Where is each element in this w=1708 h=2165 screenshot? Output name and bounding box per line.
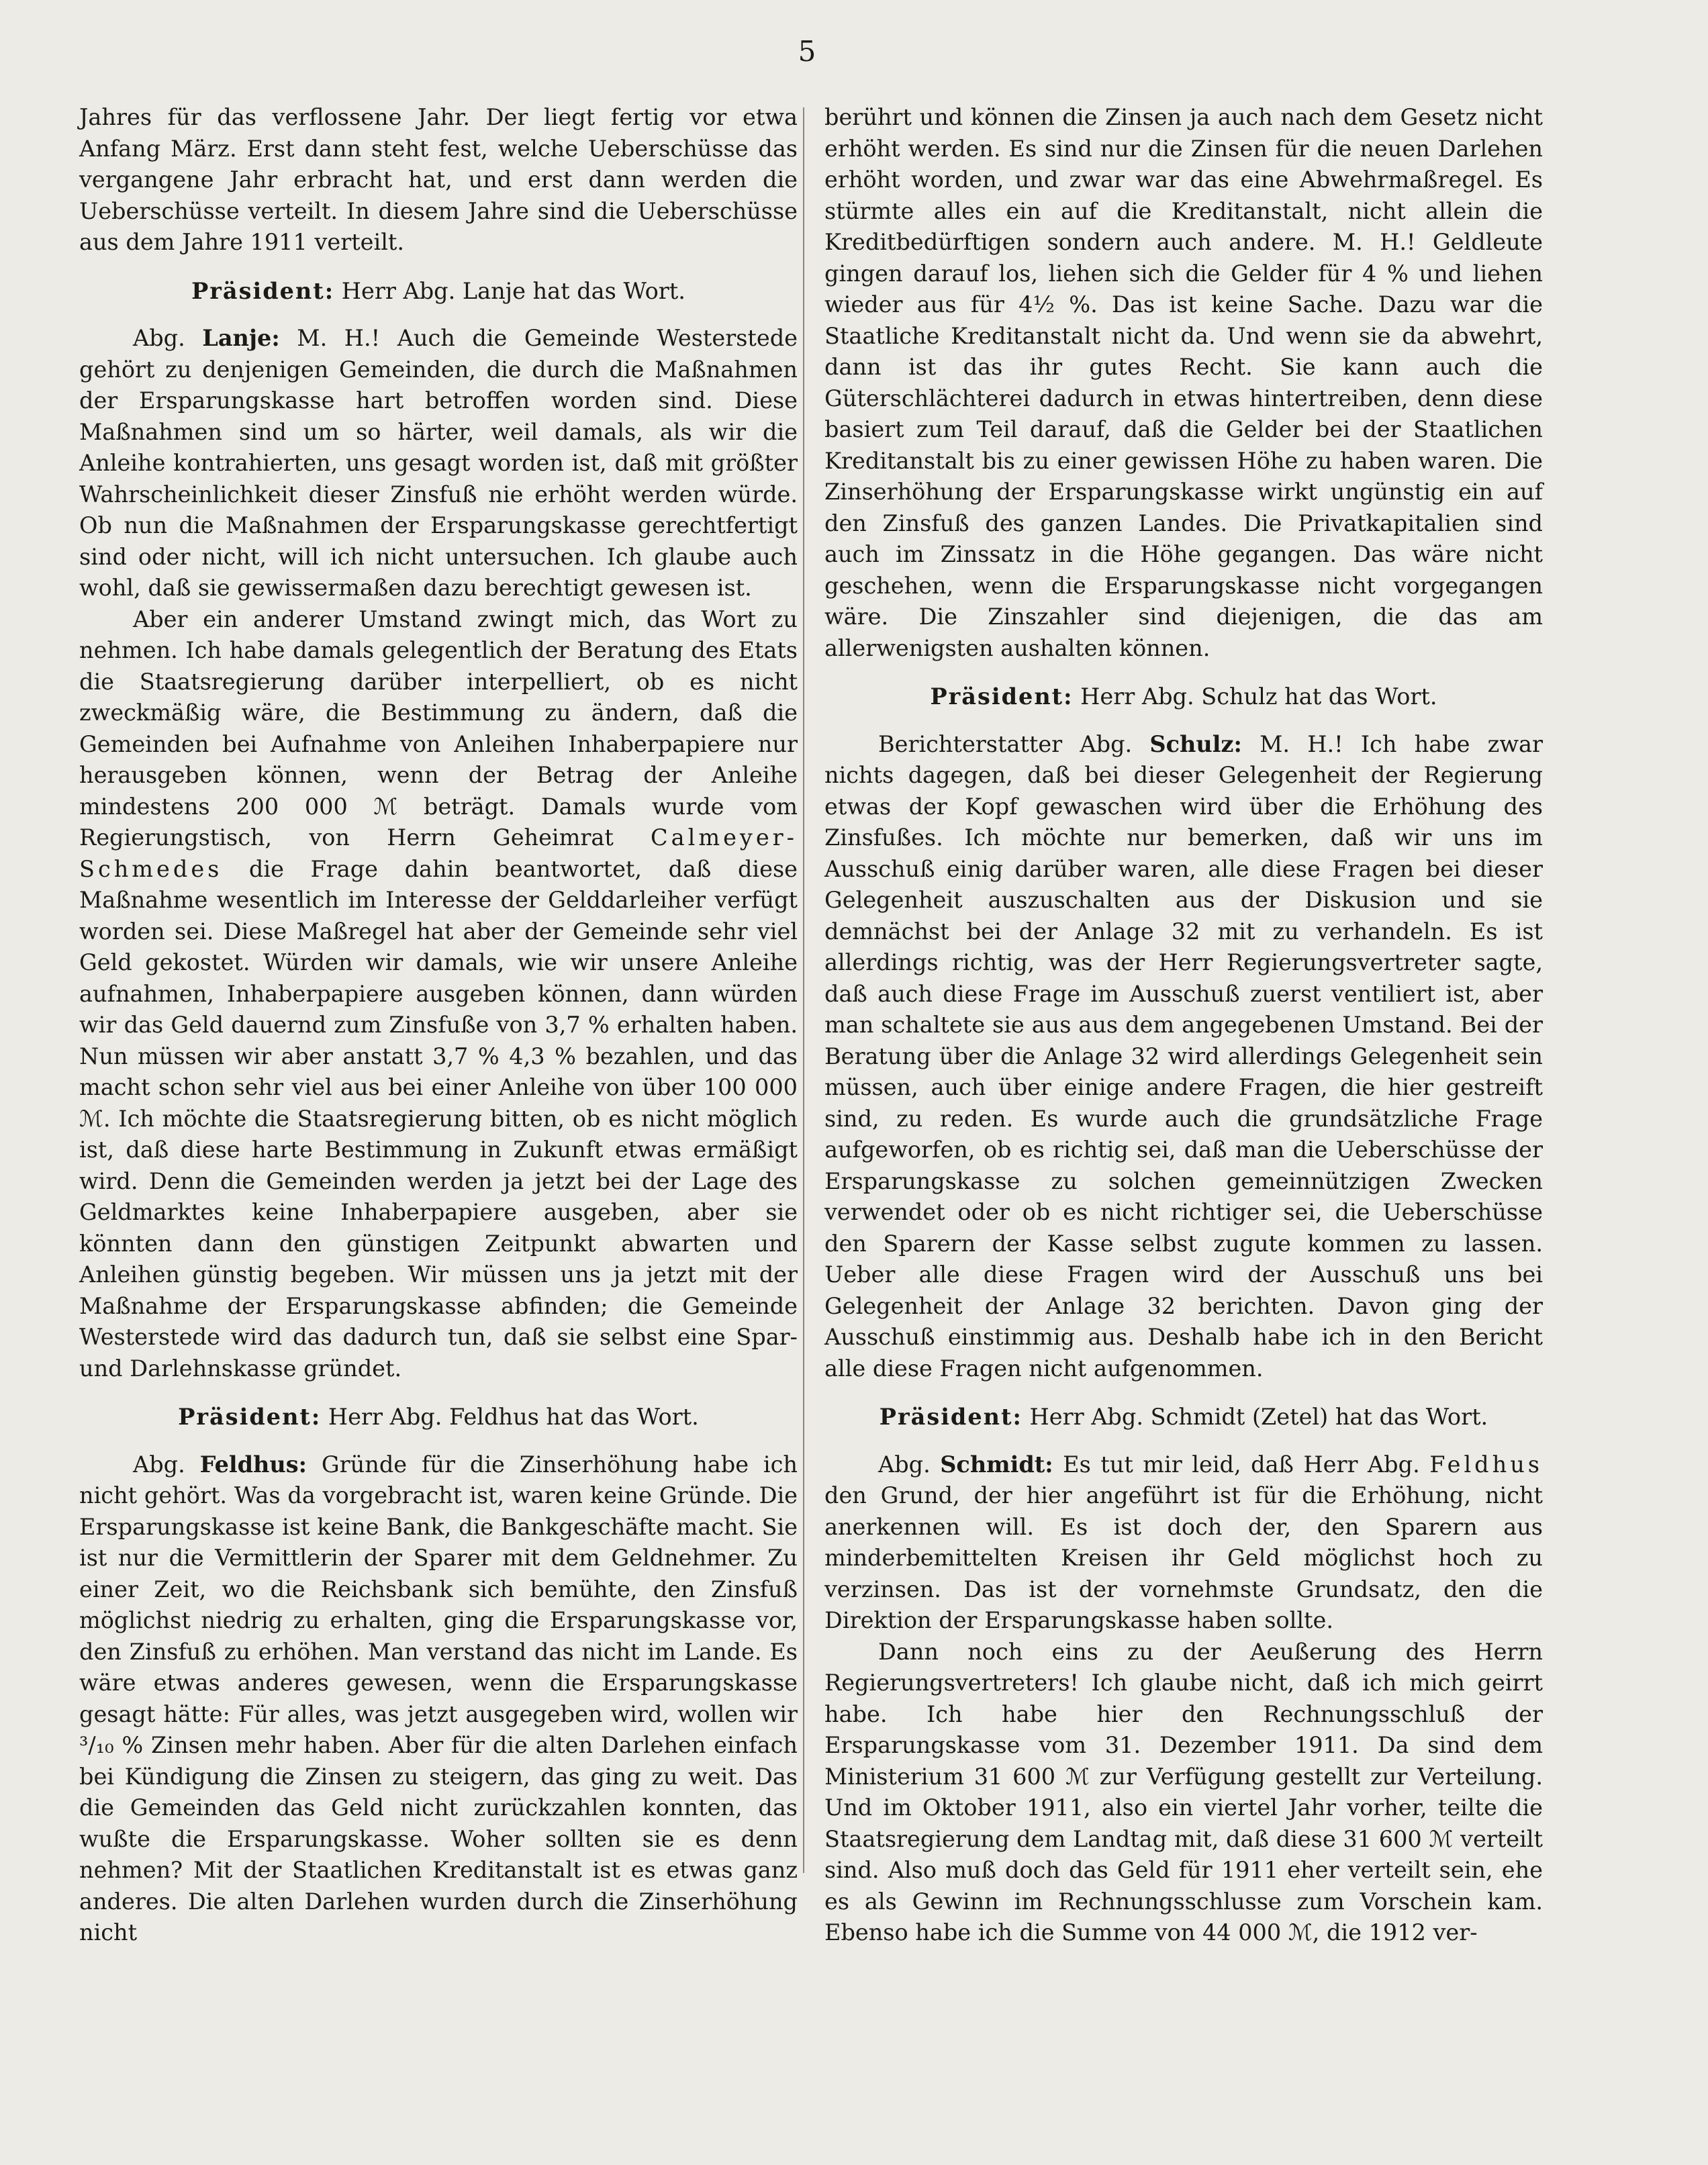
speaker-line (824, 681, 1543, 713)
speaker-name: Schulz: (1149, 730, 1242, 757)
speech-prefix: Abg. (133, 325, 203, 351)
paragraph (79, 323, 798, 604)
left-column (79, 102, 798, 1949)
speech-text: M. H.! Ich habe zwar nichts dagegen, daß bei dieser Gelegenheit der Regierung etwas der Kopf gewaschen wird über die Erhöhung des Zinsfußes. Ich möchte nur bemerken, daß wir uns im Ausschuß einig darüber waren, alle diese Fragen bei dieser Gelegenheit auszuschalten aus der Diskusion und sie demnächst bei der Anlage 32 mit zu verhandeln. Es ist allerdings richtig, was der Herr Regierungsvertreter sagte, daß auch diese Frage im Ausschuß zuerst ventiliert ist, aber man schaltete sie aus aus dem angegebenen Umstand. Bei der Beratung über die Anlage 32 wird allerdings Gelegenheit sein müssen, auch über einige andere Fragen, die hier gestreift sind, zu reden. Es wurde auch die grundsätzliche Frage aufgeworfen, ob es richtig sei, daß man die Ueberschüsse der Ersparungskasse zu solchen gemeinnützigen Zwecken verwendet oder ob es nicht richtiger sei, die Ueberschüsse den Sparern der Kasse selbst zugute kommen zu lassen. Ueber alle diese Fragen wird der Ausschuß uns bei Gelegenheit der Anlage 32 berichten. Davon ging der Ausschuß einstimmig aus. Deshalb habe ich in den Bericht alle diese Fragen nicht aufgenommen. (824, 730, 1543, 1382)
speaker-text: Herr Abg. Lanje hat das Wort. (334, 277, 685, 304)
speaker-line (79, 276, 798, 307)
speech-text: die Frage dahin beantwortet, daß diese Maßnahme wesentlich im Interesse der Gelddarleiher verfügt worden sei. Diese Maßregel hat aber der Gemeinde sehr viel Geld gekostet. Würden wir damals, wie wir unsere Anleihe aufnahmen, Inhaberpapiere ausgeben können, dann würden wir das Geld dauernd zum Zinsfuße von 3,7 % erhalten haben. Nun müssen wir aber anstatt 3,7 % 4,3 % bezahlen, und das macht schon sehr viel aus bei einer Anleihe von über 100 000 ℳ. Ich möchte die Staatsregierung bitten, ob es nicht möglich ist, daß diese harte Bestimmung in Zukunft etwas ermäßigt wird. Denn die Gemeinden werden ja jetzt bei der Lage des Geldmarktes keine Inhaberpapiere ausgeben, aber sie könnten dann den günstigen Zeitpunkt abwarten und Anleihen günstig begeben. Wir müssen uns ja jetzt mit der Maßnahme der Ersparungskasse abfinden; die Gemeinde Westerstede wird das dadurch tun, daß sie selbst eine Spar- und Darlehnskasse gründet. (79, 855, 798, 1382)
paragraph (824, 729, 1543, 1385)
speaker-name: Lanje: (202, 325, 280, 351)
speaker-name: Schmidt: (940, 1451, 1053, 1478)
paragraph (79, 604, 798, 1385)
speech-prefix: Berichterstatter Abg. (878, 730, 1150, 757)
speaker-text: Herr Abg. Schulz hat das Wort. (1073, 683, 1437, 710)
speaker-line (79, 1402, 798, 1433)
speaker-label: Präsident: (178, 1404, 322, 1430)
paragraph: Jahres für das verflossene Jahr. Der liegt fertig vor etwa Anfang März. Erst dann steht fest, welche Ueberschüsse das vergangene Jahr erbracht hat, und erst dann werden die Ueberschüsse verteilt. In diesem Jahre sind die Ueberschüsse aus dem Jahre 1911 verteilt. (79, 104, 798, 255)
speech-text: Aber ein anderer Umstand zwingt mich, das Wort zu nehmen. Ich habe damals gelegentlich der Beratung des Etats die Staatsregierung darüber interpelliert, ob es nicht zweckmäßig wäre, die Bestimmung zu ändern, daß die Gemeinden bei Aufnahme von Anleihen Inhaberpapiere nur herausgeben können, wenn der Betrag der Anleihe mindestens 200 000 ℳ beträgt. Damals wurde vom Regierungstisch, von Herrn Geheimrat (79, 606, 798, 851)
speech-prefix: Abg. (133, 1451, 200, 1478)
speaker-name: Feldhus: (199, 1451, 307, 1478)
speaker-label: Präsident: (930, 683, 1074, 710)
speech-text: den Grund, der hier angeführt ist für die Erhöhung, nicht anerkennen will. Es ist doch der, den Sparern aus minderbemittelten Kreisen ihr Geld möglichst hoch zu verzinsen. Das ist der vornehmste Grundsatz, den die Direktion der Ersparungskasse haben sollte. (824, 1482, 1543, 1633)
paragraph (79, 1449, 798, 1949)
speaker-label: Präsident: (879, 1404, 1023, 1430)
right-column (824, 102, 1543, 1949)
person-name: Feldhus (1429, 1451, 1543, 1478)
speech-text: Gründe für die Zinserhöhung habe ich nicht gehört. Was da vorgebracht ist, waren keine Gründe. Die Ersparungskasse ist keine Bank, die Bankgeschäfte macht. Sie ist nur die Vermittlerin der Sparer mit dem Geldnehmer. Zu einer Zeit, wo die Reichsbank sich bemühte, den Zinsfuß möglichst niedrig zu erhalten, ging die Ersparungskasse vor, den Zinsfuß zu erhöhen. Man verstand das nicht im Lande. Es wäre etwas anderes gewesen, wenn die Ersparungskasse gesagt hätte: Für alles, was jetzt ausgegeben wird, wollen wir ³/₁₀ % Zinsen mehr haben. Aber für die alten Darlehen einfach bei Kündigung die Zinsen zu steigern, das ging zu weit. Das die Gemeinden das Geld nicht zurückzahlen konnten, das wußte die Ersparungskasse. Woher sollten sie es denn nehmen? Mit der Staatlichen Kreditanstalt ist es etwas ganz anderes. Die alten Darlehen wurden durch die Zinserhöhung nicht (79, 1451, 798, 1945)
paragraph: Dann noch eins zu der Aeußerung des Herrn Regierungsvertreters! Ich glaube nicht, daß ich mich geirrt habe. Ich habe hier den Rechnungsschluß der Ersparungskasse vom 31. Dezember 1911. Da sind dem Ministerium 31 600 ℳ zur Verfügung gestellt zur Verteilung. Und im Oktober 1911, also ein viertel Jahr vorher, teilte die Staatsregierung dem Landtag mit, daß diese 31 600 ℳ verteilt sind. Also muß doch das Geld für 1911 eher verteilt sein, ehe es als Gewinn im Rechnungsschlusse zum Vorschein kam. Ebenso habe ich die Summe von 44 000 ℳ, die 1912 ver- (824, 1638, 1543, 1945)
column-divider (803, 107, 804, 1873)
paragraph: berührt und können die Zinsen ja auch nach dem Gesetz nicht erhöht werden. Es sind nur die Zinsen für die neuen Darlehen erhöht worden, und zwar war das eine Abwehrmaßregel. Es stürmte alles ein auf die Kreditanstalt, nicht allein die Kreditbedürftigen sondern auch andere. M. H.! Geldleute gingen darauf los, liehen sich die Gelder für 4 % und liehen wieder aus für 4½ %. Das ist keine Sache. Dazu war die Staatliche Kreditanstalt nicht da. Und wenn sie da abwehrt, dann ist das ihr gutes Recht. Sie kann auch die Güterschlächterei dadurch in etwas hintertreiben, denn diese basiert zum Teil darauf, daß die Gelder bei der Staatlichen Kreditanstalt bis zu einer gewissen Höhe zu haben waren. Die Zinserhöhung der Ersparungskasse wirkt ungünstig ein auf den Zinsfuß des ganzen Landes. Die Privatkapitalien sind auch im Zinssatz in die Höhe gegangen. Das wäre nicht geschehen, wenn die Ersparungskasse nicht vorgegangen wäre. Die Zinszahler sind diejenigen, die das am allerwenigsten aushalten können. (824, 104, 1543, 661)
page-number: 5 (798, 35, 816, 68)
speaker-text: Herr Abg. Feldhus hat das Wort. (321, 1404, 699, 1430)
speech-text: M. H.! Auch die Gemeinde Westerstede gehört zu denjenigen Gemeinden, die durch die Maßnahmen der Ersparungskasse hart betroffen worden sind. Diese Maßnahmen sind um so härter, weil damals, als wir die Anleihe kontrahierten, uns gesagt worden ist, daß mit größter Wahrscheinlichkeit dieser Zinsfuß nie erhöht werden würde. Ob nun die Maßnahmen der Ersparungskasse gerechtfertigt sind oder nicht, will ich nicht untersuchen. Ich glaube auch wohl, daß sie gewissermaßen dazu berechtigt gewesen ist. (79, 325, 798, 601)
speaker-label: Präsident: (191, 277, 335, 304)
person-name: Calmeyer-Schmedes (79, 824, 798, 882)
speaker-text: Herr Abg. Schmidt (Zetel) hat das Wort. (1022, 1404, 1488, 1430)
speech-text: Es tut mir leid, daß Herr Abg. (1053, 1451, 1430, 1478)
speaker-line (824, 1402, 1543, 1433)
speech-prefix: Abg. (878, 1451, 941, 1478)
paragraph (824, 1449, 1543, 1637)
